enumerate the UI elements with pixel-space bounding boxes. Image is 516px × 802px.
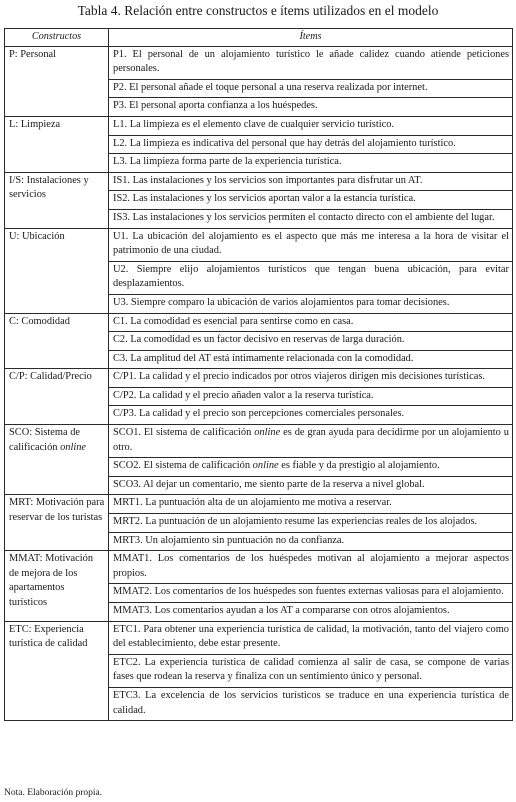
item-cell: P2. El personal añade el toque personal a una reserva realizada por internet. xyxy=(109,79,513,98)
table-row xyxy=(5,172,513,191)
header-items: Ítems xyxy=(109,29,513,47)
item-cell: SCO3. Al dejar un comentario, me siento parte de la reserva a nivel global. xyxy=(109,476,513,495)
item-cell: L1. La limpieza es el elemento clave de cualquier servicio turístico. xyxy=(109,116,513,135)
item-cell: SCO1. El sistema de calificación online es de gran ayuda para decidirme por un alojamiento u otro. xyxy=(109,425,513,458)
item-cell: U1. La ubicación del alojamiento es el aspecto que más me interesa a la hora de visitar el patrimonio de una ciudad. xyxy=(109,228,513,261)
item-cell: U3. Siempre comparo la ubicación de varios alojamientos para tomar decisiones. xyxy=(109,294,513,313)
item-cell: ETC1. Para obtener una experiencia turística de calidad, la motivación, tanto del viajero como del establecimiento, debe estar presente. xyxy=(109,621,513,654)
table-row xyxy=(5,425,513,458)
item-cell: C3. La amplitud del AT está íntimamente relacionada con la comodidad. xyxy=(109,350,513,369)
item-cell: IS1. Las instalaciones y los servicios son importantes para disfrutar un AT. xyxy=(109,172,513,191)
item-cell: MMAT3. Los comentarios ayudan a los AT a compararse con otros alojamientos. xyxy=(109,603,513,622)
table-row xyxy=(5,369,513,388)
item-cell: ETC2. La experiencia turística de calidad comienza al salir de casa, se compone de varias fases que rodean la reserva y finaliza con un sentimiento único y personal. xyxy=(109,654,513,687)
item-cell: C2. La comodidad es un factor decisivo en reservas de larga duración. xyxy=(109,332,513,351)
item-cell: MRT2. La puntuación de un alojamiento resume las experiencias reales de los alojados. xyxy=(109,514,513,533)
table-row xyxy=(5,228,513,261)
item-cell: U2. Siempre elijo alojamientos turísticos que tengan buena ubicación, para evitar desplazamientos. xyxy=(109,261,513,294)
construct-cell: SCO: Sistema de calificación online xyxy=(5,425,109,495)
item-cell: L2. La limpieza es indicativa del personal que hay detrás del alojamiento turístico. xyxy=(109,135,513,154)
item-cell: IS3. Las instalaciones y los servicios permiten el contacto directo con el ambiente del lugar. xyxy=(109,209,513,228)
table-row xyxy=(5,116,513,135)
construct-cell: ETC: Experiencia turística de calidad xyxy=(5,621,109,721)
table-row xyxy=(5,495,513,514)
construct-cell: U: Ubicación xyxy=(5,228,109,313)
item-cell: IS2. Las instalaciones y los servicios aportan valor a la estancia turística. xyxy=(109,191,513,210)
constructs-items-table xyxy=(4,28,513,721)
table-caption: Tabla 4. Relación entre constructos e ítems utilizados en el modelo xyxy=(77,3,439,18)
table-row xyxy=(5,46,513,79)
table-row xyxy=(5,313,513,332)
item-cell: MRT3. Un alojamiento sin puntuación no da confianza. xyxy=(109,532,513,551)
header-constructs: Constructos xyxy=(5,29,109,47)
table-note: Nota. Elaboración propia. xyxy=(4,788,103,798)
table-row xyxy=(5,551,513,584)
construct-cell: L: Limpieza xyxy=(5,116,109,172)
item-cell: L3. La limpieza forma parte de la experiencia turística. xyxy=(109,154,513,173)
item-cell: P3. El personal aporta confianza a los huéspedes. xyxy=(109,98,513,117)
construct-cell: C: Comodidad xyxy=(5,313,109,369)
table-body xyxy=(5,46,513,721)
item-cell: MMAT2. Los comentarios de los huéspedes son fuentes externas valiosas para el alojamiento. xyxy=(109,584,513,603)
construct-cell: MRT: Motivación para reservar de los turistas xyxy=(5,495,109,551)
item-cell: SCO2. El sistema de calificación online es fiable y da prestigio al alojamiento. xyxy=(109,458,513,477)
item-cell: C/P3. La calidad y el precio son percepciones comerciales personales. xyxy=(109,406,513,425)
header-row xyxy=(5,29,513,47)
item-cell: P1. El personal de un alojamiento turístico le añade calidez cuando atiende peticiones personales. xyxy=(109,46,513,79)
construct-cell: P: Personal xyxy=(5,46,109,116)
construct-cell: I/S: Instalaciones y servicios xyxy=(5,172,109,228)
item-cell: C/P1. La calidad y el precio indicados por otros viajeros dirigen mis decisiones turísticas. xyxy=(109,369,513,388)
item-cell: MRT1. La puntuación alta de un alojamiento me motiva a reservar. xyxy=(109,495,513,514)
table-row xyxy=(5,621,513,654)
item-cell: C1. La comodidad es esencial para sentirse como en casa. xyxy=(109,313,513,332)
item-cell: ETC3. La excelencia de los servicios turísticos se traduce en una experiencia turística de calidad. xyxy=(109,687,513,720)
construct-cell: MMAT: Motivación de mejora de los apartamentos turísticos xyxy=(5,551,109,621)
item-cell: MMAT1. Los comentarios de los huéspedes motivan al alojamiento a mejorar aspectos propios. xyxy=(109,551,513,584)
item-cell: C/P2. La calidad y el precio añaden valor a la reserva turística. xyxy=(109,387,513,406)
construct-cell: C/P: Calidad/Precio xyxy=(5,369,109,425)
